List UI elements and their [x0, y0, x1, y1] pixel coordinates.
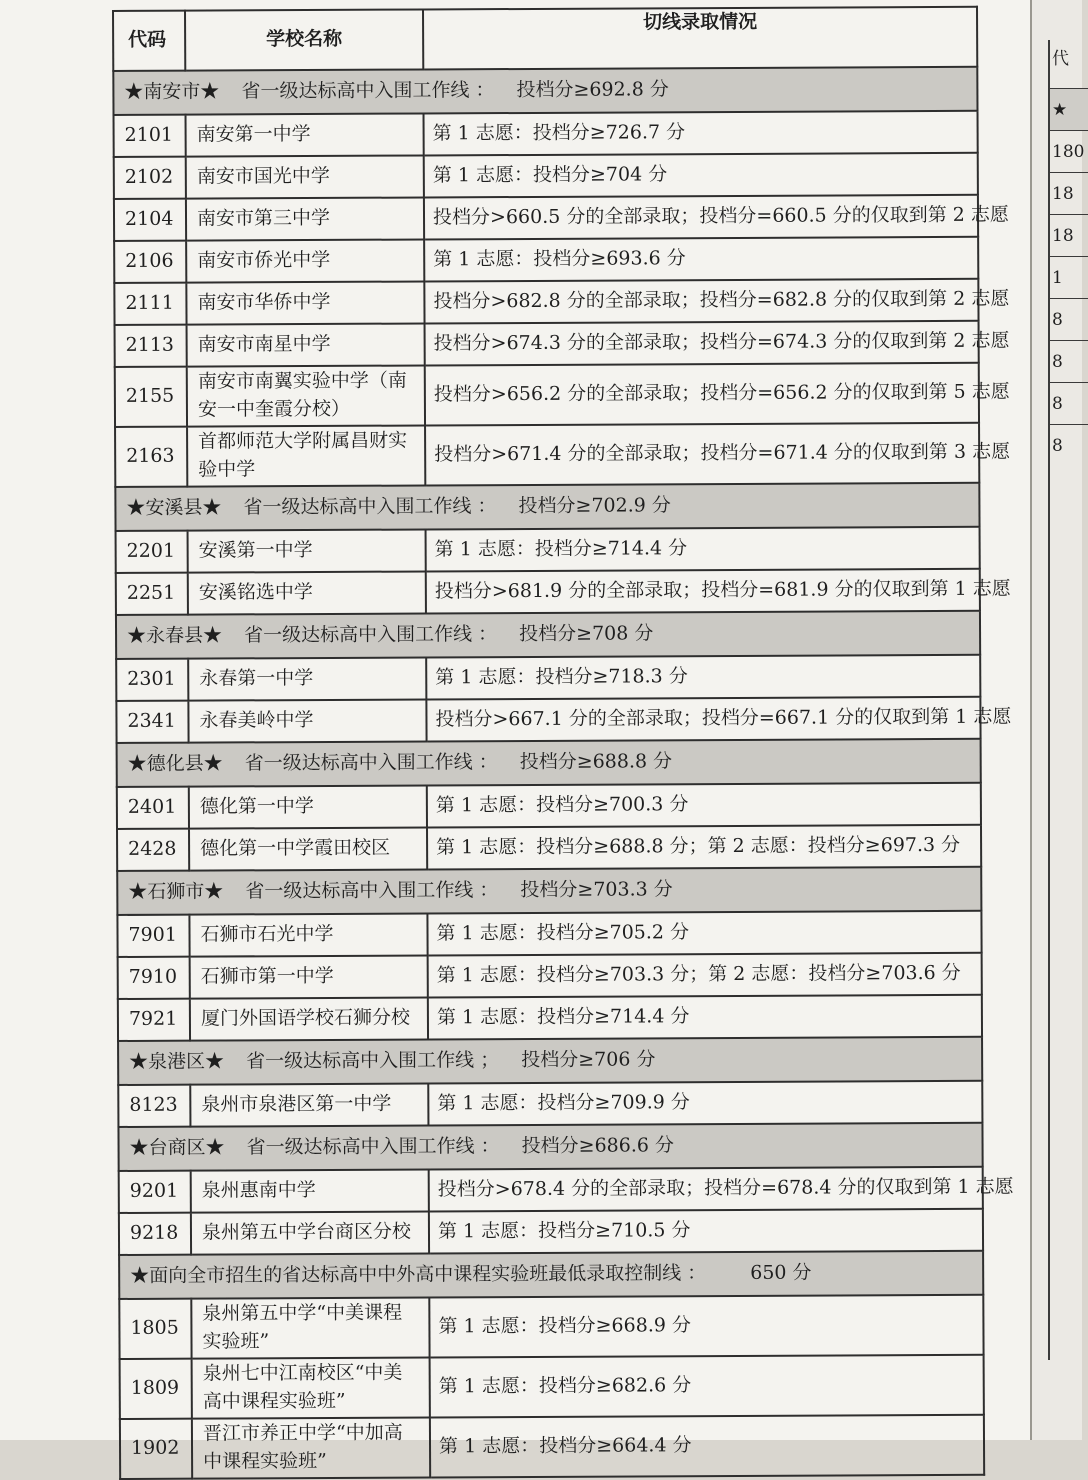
- school-name-cell: 安溪第一中学: [188, 529, 426, 572]
- admission-table-sheet: [112, 6, 983, 1480]
- admission-info-cell: 第 1 志愿：投档分≥703.3 分；第 2 志愿：投档分≥703.6 分: [428, 953, 982, 998]
- school-code-cell: 2401: [117, 787, 189, 829]
- column-header-code: 代码: [113, 11, 185, 71]
- admission-info-cell: 投档分>660.5 分的全部录取；投档分=660.5 分的仅取到第 2 志愿: [424, 195, 978, 240]
- region-header: [117, 739, 981, 787]
- region-header: [117, 867, 981, 915]
- school-name-cell: 安溪铭选中学: [188, 571, 426, 614]
- table-row: [118, 1081, 982, 1127]
- region-line-value: 投档分≥702.9 分: [518, 494, 670, 517]
- school-name-cell: 首都师范大学附属昌财实验中学: [187, 425, 425, 486]
- table-row: [115, 423, 979, 487]
- adjacent-page-border: [1048, 40, 1050, 1360]
- school-name-cell: 泉州第五中学台商区分校: [191, 1211, 429, 1254]
- admission-info-cell: 投档分>681.9 分的全部录取；投档分=681.9 分的仅取到第 1 志愿: [426, 569, 980, 614]
- adjacent-page-cell: 8: [1048, 424, 1088, 466]
- school-name-cell: 泉州七中江南校区“中美高中课程实验班”: [192, 1357, 430, 1418]
- school-code-cell: 7910: [118, 957, 190, 999]
- school-name-cell: 南安市侨光中学: [186, 239, 424, 282]
- column-header-admission-info: 切线录取情况: [423, 7, 977, 70]
- school-name-cell: 石狮市石光中学: [189, 913, 427, 956]
- region-line-value: 投档分≥703.3 分: [520, 878, 672, 901]
- region-line-value: 投档分≥686.6 分: [522, 1134, 674, 1157]
- table-row: [117, 911, 981, 957]
- school-code-cell: 2104: [114, 199, 186, 241]
- table-row: [118, 995, 982, 1041]
- table-row: [116, 527, 980, 573]
- region-header-row: [116, 611, 980, 659]
- school-code-cell: 2251: [116, 573, 188, 615]
- school-name-cell: 南安市第三中学: [186, 197, 424, 240]
- adjacent-page-cell: ★: [1048, 88, 1088, 130]
- admission-info-cell: 第 1 志愿：投档分≥705.2 分: [427, 911, 981, 956]
- school-name-cell: 石狮市第一中学: [190, 955, 428, 998]
- region-line-label: 省一级达标高中入围工作线 ：: [244, 623, 497, 646]
- school-code-cell: 2428: [117, 829, 189, 871]
- school-code-cell: 2301: [116, 659, 188, 701]
- region-header: [118, 1037, 982, 1085]
- region-line-label: 省一级达标高中入围工作线 ：: [245, 751, 498, 774]
- adjacent-page-header: 代: [1048, 44, 1088, 69]
- region-line-label: 省一级达标高中入围工作线 ：: [245, 879, 498, 902]
- region-title: ★泉港区★: [129, 1051, 224, 1073]
- school-code-cell: 7921: [118, 999, 190, 1041]
- table-row: [119, 1167, 983, 1213]
- adjacent-page-cell: 8: [1048, 382, 1088, 424]
- school-code-cell: 2163: [115, 427, 187, 487]
- admission-info-cell: 投档分>678.4 分的全部录取；投档分=678.4 分的仅取到第 1 志愿: [429, 1167, 983, 1212]
- region-line-value: 650 分: [750, 1262, 811, 1284]
- table-row: [114, 153, 978, 199]
- school-name-cell: 泉州市泉港区第一中学: [190, 1083, 428, 1126]
- adjacent-page-cell: 8: [1048, 298, 1088, 340]
- adjacent-page-cell: 180: [1048, 130, 1088, 172]
- school-code-cell: 2155: [115, 367, 187, 427]
- region-line-label: 省一级达标高中入围工作线 ：: [247, 1135, 500, 1158]
- table-row: [116, 569, 980, 615]
- admission-info-cell: 第 1 志愿：投档分≥700.3 分: [427, 783, 981, 828]
- region-line-label: 省一级达标高中入围工作线 ：: [243, 495, 496, 518]
- region-header-row: [119, 1251, 983, 1299]
- school-name-cell: 德化第一中学: [189, 785, 427, 828]
- school-code-cell: 2102: [114, 157, 186, 199]
- admission-info-cell: 第 1 志愿：投档分≥714.4 分: [426, 527, 980, 572]
- table-row: [117, 825, 981, 871]
- school-name-cell: 南安市华侨中学: [186, 281, 424, 324]
- table-row: [115, 363, 979, 427]
- region-line-value: 投档分≥688.8 分: [520, 750, 672, 773]
- region-header: [118, 1123, 982, 1171]
- school-code-cell: 9201: [119, 1171, 191, 1213]
- region-header-row: [117, 739, 981, 787]
- region-header-row: [115, 483, 979, 531]
- admission-info-cell: 第 1 志愿：投档分≥718.3 分: [426, 655, 980, 700]
- region-header: [113, 67, 977, 115]
- school-name-cell: 永春美岭中学: [188, 699, 426, 742]
- admission-info-cell: 第 1 志愿：投档分≥688.8 分；第 2 志愿：投档分≥697.3 分: [427, 825, 981, 870]
- school-name-cell: 晋江市养正中学“中加高中课程实验班”: [192, 1417, 430, 1478]
- region-header-row: [118, 1123, 982, 1171]
- region-title: ★德化县★: [128, 753, 223, 775]
- admission-info-cell: 第 1 志愿：投档分≥709.9 分: [428, 1081, 982, 1126]
- admission-info-cell: 投档分>671.4 分的全部录取；投档分=671.4 分的仅取到第 3 志愿: [425, 423, 979, 486]
- adjacent-page-cell: 8: [1048, 340, 1088, 382]
- table-row: [115, 321, 979, 367]
- region-line-label: 省一级达标高中入围工作线 ：: [241, 79, 494, 102]
- region-title: ★台商区★: [130, 1137, 225, 1159]
- region-header: [116, 611, 980, 659]
- school-name-cell: 永春第一中学: [188, 657, 426, 700]
- region-header: [115, 483, 979, 531]
- region-title: ★永春县★: [127, 625, 222, 647]
- admission-info-cell: 第 1 志愿：投档分≥664.4 分: [430, 1415, 984, 1478]
- region-line-value: 投档分≥708 分: [519, 623, 653, 646]
- school-code-cell: 2111: [114, 283, 186, 325]
- school-code-cell: 1805: [119, 1299, 191, 1359]
- region-title: ★石狮市★: [128, 881, 223, 903]
- region-header-row: [113, 67, 977, 115]
- admission-info-cell: 投档分>656.2 分的全部录取；投档分=656.2 分的仅取到第 5 志愿: [425, 363, 979, 426]
- admission-info-cell: 第 1 志愿：投档分≥726.7 分: [424, 111, 978, 156]
- table-body: [113, 67, 984, 1479]
- table-row: [120, 1355, 984, 1419]
- school-name-cell: 南安市国光中学: [186, 155, 424, 198]
- adjacent-page: [1030, 0, 1082, 1440]
- adjacent-page-cell: 18: [1048, 172, 1088, 214]
- region-header-row: [118, 1037, 982, 1085]
- school-code-cell: 2113: [115, 325, 187, 367]
- admission-info-cell: 第 1 志愿：投档分≥714.4 分: [428, 995, 982, 1040]
- admission-table: [112, 6, 985, 1480]
- school-name-cell: 厦门外国语学校石狮分校: [190, 997, 428, 1040]
- adjacent-page-cell: 1: [1048, 256, 1088, 298]
- school-code-cell: 8123: [118, 1085, 190, 1127]
- region-title: ★南安市★: [124, 81, 219, 103]
- school-name-cell: 泉州惠南中学: [191, 1169, 429, 1212]
- admission-info-cell: 投档分>674.3 分的全部录取；投档分=674.3 分的仅取到第 2 志愿: [425, 321, 979, 366]
- school-name-cell: 南安第一中学: [186, 113, 424, 156]
- table-row: [116, 655, 980, 701]
- school-code-cell: 2101: [114, 115, 186, 157]
- adjacent-page-cell: 18: [1048, 214, 1088, 256]
- school-code-cell: 7901: [117, 915, 189, 957]
- school-code-cell: 1809: [120, 1359, 192, 1419]
- table-row: [117, 783, 981, 829]
- region-title: ★安溪县★: [126, 497, 221, 519]
- admission-info-cell: 第 1 志愿：投档分≥682.6 分: [430, 1355, 984, 1418]
- region-line-value: 投档分≥706 分: [521, 1049, 655, 1072]
- school-code-cell: 1902: [120, 1419, 192, 1479]
- school-name-cell: 南安市南翼实验中学（南安一中奎霞分校）: [187, 365, 425, 426]
- admission-info-cell: 投档分>667.1 分的全部录取；投档分=667.1 分的仅取到第 1 志愿: [426, 697, 980, 742]
- school-name-cell: 南安市南星中学: [187, 323, 425, 366]
- admission-info-cell: 投档分>682.8 分的全部录取；投档分=682.8 分的仅取到第 2 志愿: [424, 279, 978, 324]
- region-title: ★面向全市招生的省达标高中中外高中课程实验班最低录取控制线 ：: [130, 1262, 706, 1287]
- table-row: [116, 697, 980, 743]
- table-row: [119, 1209, 983, 1255]
- school-code-cell: 2201: [116, 531, 188, 573]
- table-row: [114, 279, 978, 325]
- column-header-school-name: 学校名称: [185, 9, 423, 70]
- region-header-row: [117, 867, 981, 915]
- admission-info-cell: 第 1 志愿：投档分≥693.6 分: [424, 237, 978, 282]
- admission-info-cell: 第 1 志愿：投档分≥704 分: [424, 153, 978, 198]
- table-row: [114, 111, 978, 157]
- table-row: [114, 237, 978, 283]
- school-name-cell: 德化第一中学霞田校区: [189, 827, 427, 870]
- table-row: [114, 195, 978, 241]
- school-code-cell: 9218: [119, 1213, 191, 1255]
- school-code-cell: 2341: [116, 701, 188, 743]
- admission-info-cell: 第 1 志愿：投档分≥668.9 分: [429, 1295, 983, 1358]
- school-name-cell: 泉州第五中学“中美课程实验班”: [191, 1297, 429, 1358]
- admission-info-cell: 第 1 志愿：投档分≥710.5 分: [429, 1209, 983, 1254]
- table-row: [120, 1415, 984, 1479]
- region-line-label: 省一级达标高中入围工作线 ；: [246, 1049, 499, 1072]
- school-code-cell: 2106: [114, 241, 186, 283]
- table-row: [119, 1295, 983, 1359]
- region-header: [119, 1251, 983, 1299]
- region-line-value: 投档分≥692.8 分: [516, 78, 668, 101]
- table-row: [118, 953, 982, 999]
